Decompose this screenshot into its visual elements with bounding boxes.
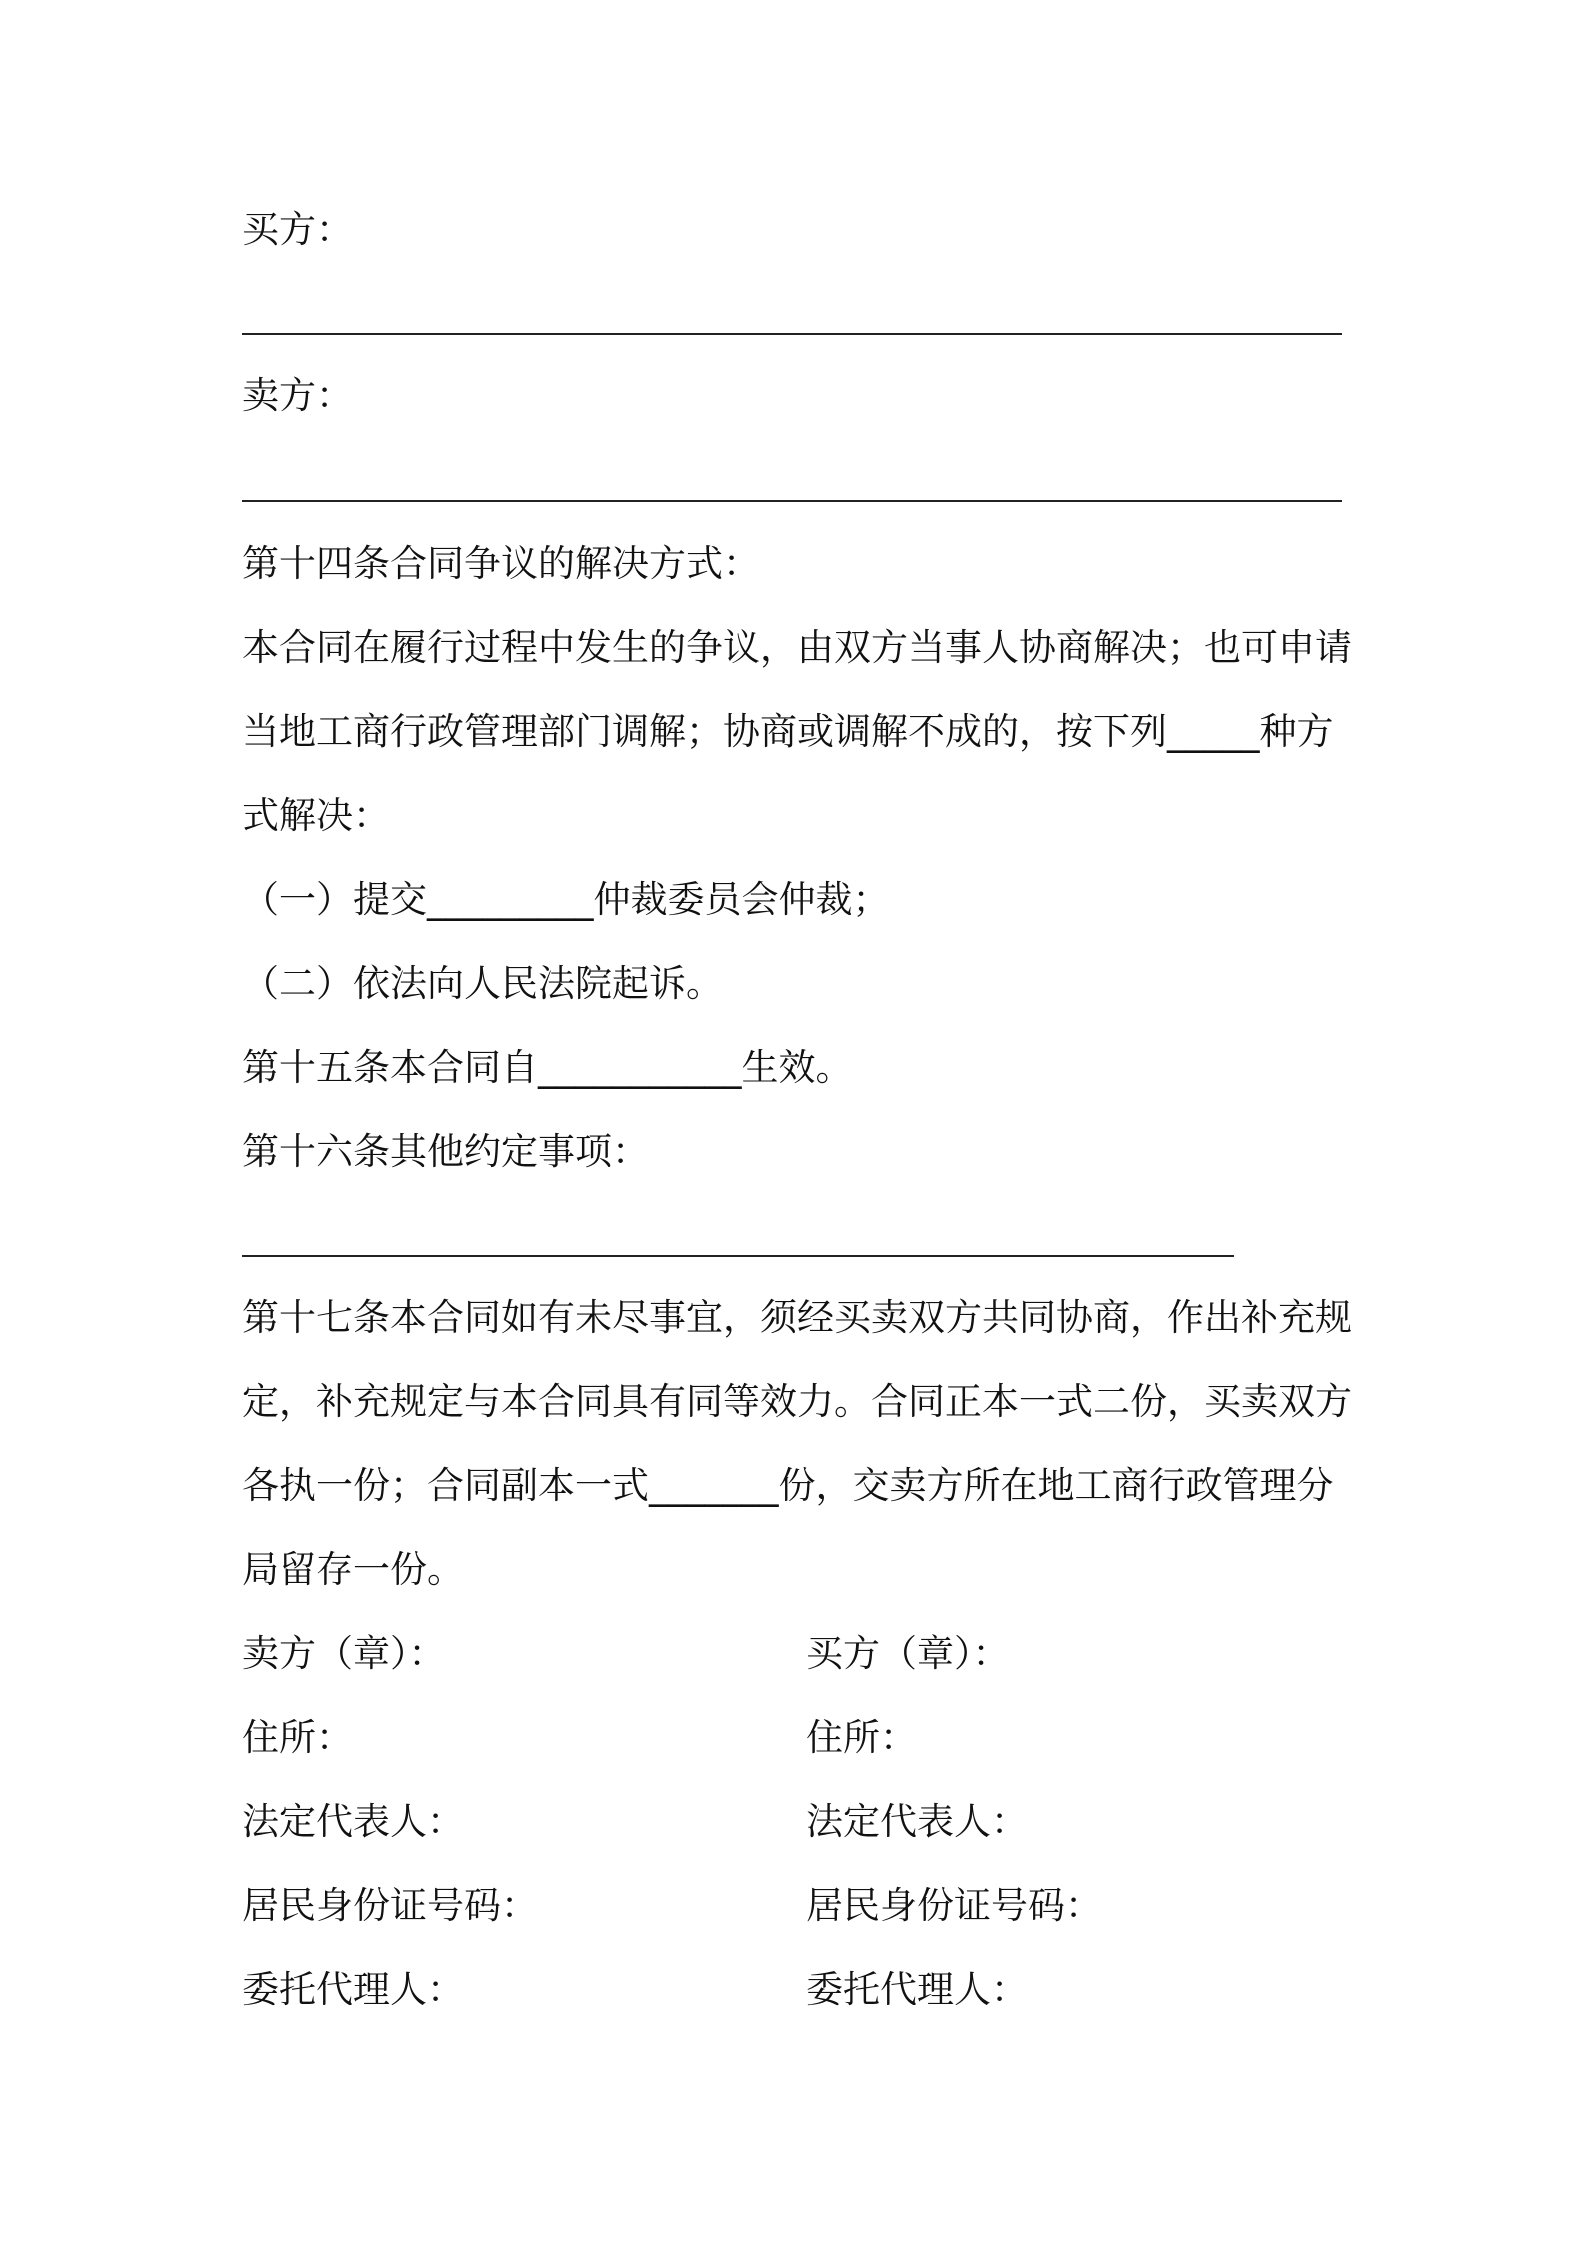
seller-address-label: 住所： xyxy=(242,1716,353,1759)
article14-body-line-1: 本合同在履行过程中发生的争议，由双方当事人协商解决；也可申请 xyxy=(242,626,1352,669)
buyer-agent-label: 委托代理人： xyxy=(806,1968,1028,2011)
buyer-label: 买方： xyxy=(242,208,353,251)
seller-blank-line xyxy=(242,500,1342,502)
article14-body-line-3: 式解决： xyxy=(242,794,390,837)
buyer-id-number-label: 居民身份证号码： xyxy=(806,1884,1102,1927)
seller-id-number-label: 居民身份证号码： xyxy=(242,1884,538,1927)
article17-body-line-4: 局留存一份。 xyxy=(242,1548,464,1591)
article16: 第十六条其他约定事项： xyxy=(242,1130,649,1173)
article14-body-line-2: 当地工商行政管理部门调解；协商或调解不成的，按下列_____种方 xyxy=(242,710,1334,753)
article17-body-line-1: 第十七条本合同如有未尽事宜，须经买卖双方共同协商，作出补充规 xyxy=(242,1296,1352,1339)
seller-seal-label: 卖方（章）： xyxy=(242,1632,446,1675)
seller-label: 卖方： xyxy=(242,374,353,417)
seller-agent-label: 委托代理人： xyxy=(242,1968,464,2011)
article14-option-1: （一）提交_________仲裁委员会仲裁； xyxy=(242,878,890,921)
article17-body-line-2: 定，补充规定与本合同具有同等效力。合同正本一式二份，买卖双方 xyxy=(242,1380,1352,1423)
seller-legal-rep-label: 法定代表人： xyxy=(242,1800,464,1843)
article14-option-2: （二）依法向人民法院起诉。 xyxy=(242,962,723,1005)
buyer-address-label: 住所： xyxy=(806,1716,917,1759)
article15: 第十五条本合同自___________生效。 xyxy=(242,1046,853,1089)
article16-blank-line xyxy=(242,1255,1234,1257)
buyer-blank-line xyxy=(242,333,1342,335)
article14-title: 第十四条合同争议的解决方式： xyxy=(242,542,760,585)
buyer-seal-label: 买方（章）： xyxy=(806,1632,1010,1675)
article17-body-line-3: 各执一份；合同副本一式_______份，交卖方所在地工商行政管理分 xyxy=(242,1464,1334,1507)
buyer-legal-rep-label: 法定代表人： xyxy=(806,1800,1028,1843)
